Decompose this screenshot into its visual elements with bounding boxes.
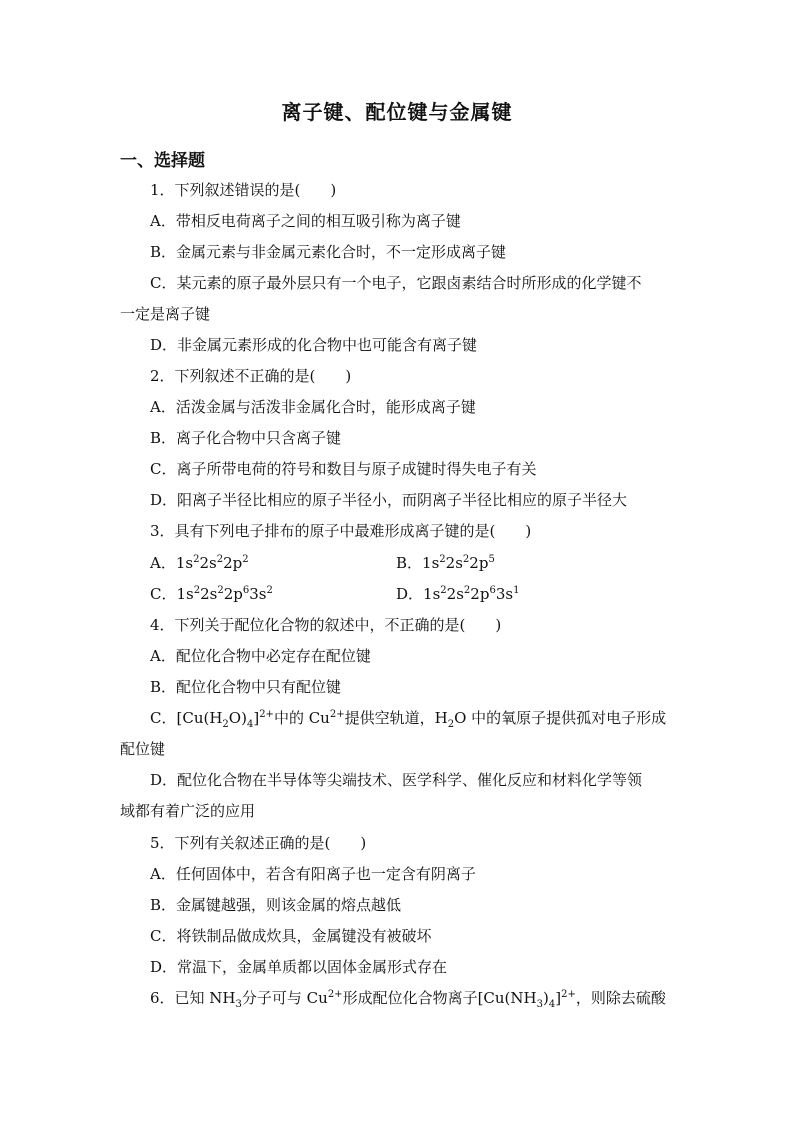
q6-text-1: 6．已知 NH xyxy=(150,989,236,1007)
section-heading: 一、选择题 xyxy=(120,151,205,171)
q2-stem: 2．下列叙述不正确的是( ) xyxy=(150,367,352,385)
q2-option-c: C．离子所带电荷的符号和数目与原子成键时得失电子有关 xyxy=(150,460,537,478)
q5-option-c: C．将铁制品做成炊具，金属键没有被破坏 xyxy=(150,927,432,945)
q4-complex-formula: $[Cu(H_2O)_4]^{2+}$ xyxy=(176,709,274,730)
q4-text-2: 提供空轨道，H xyxy=(344,709,448,727)
q4-text-3: O 中的氧原子提供孤对电子形成 xyxy=(454,709,667,727)
q3-option-c-label: C． xyxy=(150,585,177,603)
q1-option-d: D．非金属元素形成的化合物中也可能含有离子键 xyxy=(150,336,478,354)
q6-text-5: ] xyxy=(555,989,562,1007)
q1-option-c: C．某元素的原子最外层只有一个电子，它跟卤素结合时所形成的化学键不 xyxy=(150,274,642,292)
q3-option-d-config: $1s^22s^22p^63s^1$ xyxy=(423,585,520,603)
q6-text-3: 形成配位化合物离子[Cu(NH xyxy=(342,989,537,1007)
q5-option-b: B．金属键越强，则该金属的熔点越低 xyxy=(150,896,402,914)
q3-option-d xyxy=(396,584,519,604)
q3-option-b-config: $1s^22s^22p^5$ xyxy=(422,554,495,572)
q2-option-b: B．离子化合物中只含离子键 xyxy=(150,429,342,447)
q3-option-a xyxy=(150,553,249,573)
q6-text-4: ) xyxy=(543,989,549,1007)
q6-stem: 6．已知 $NH_3$分子可与 $Cu^{2+}$形成配位化合物离子$[Cu(NH_3)_4]^{2+}$，则除去硫酸 xyxy=(150,989,666,1010)
q6-text-2: 分子可与 Cu xyxy=(241,989,328,1007)
q5-option-a: A．任何固体中，若含有阳离子也一定含有阴离子 xyxy=(150,865,476,883)
q3-option-d-label: D． xyxy=(396,585,424,603)
q2-option-a: A．活泼金属与活泼非金属化合时，能形成离子键 xyxy=(150,398,476,416)
q5-stem: 5．下列有关叙述正确的是( ) xyxy=(150,834,367,852)
page-title: 离子键、配位键与金属键 xyxy=(281,100,513,124)
q3-option-c xyxy=(150,584,273,604)
q2-option-d: D．阳离子半径比相应的原子半径小，而阴离子半径比相应的原子半径大 xyxy=(150,491,628,509)
q1-option-b: B．金属元素与非金属元素化合时，不一定形成离子键 xyxy=(150,243,507,261)
q6-text-6: ，则除去硫酸 xyxy=(575,989,666,1007)
q1-option-a: A．带相反电荷离子之间的相互吸引称为离子键 xyxy=(150,212,461,230)
q3-option-b xyxy=(396,553,495,573)
q4-option-c: C．$[Cu(H_2O)_4]^{2+}$中的 $Cu^{2+}$提供空轨道，$H_2O$ 中的氧原子提供孤对电子形成 xyxy=(150,709,667,730)
q3-option-a-label: A． xyxy=(150,554,176,572)
q3-stem: 3．具有下列电子排布的原子中最难形成离子键的是( ) xyxy=(150,522,532,540)
q4-option-c-cont: 配位键 xyxy=(120,740,166,758)
q1-stem: 1．下列叙述错误的是( ) xyxy=(150,181,337,199)
q3-option-b-label: B． xyxy=(396,554,423,572)
q3-option-c-config: $1s^22s^22p^63s^2$ xyxy=(176,585,273,603)
q4-text-1: 中的 Cu xyxy=(273,709,330,727)
q1-option-c-cont: 一定是离子键 xyxy=(120,305,211,323)
q5-option-d: D．常温下，金属单质都以固体金属形式存在 xyxy=(150,958,448,976)
q4-stem: 4．下列关于配位化合物的叙述中，不正确的是( ) xyxy=(150,616,502,634)
q4-option-a: A．配位化合物中必定存在配位键 xyxy=(150,647,371,665)
q4-option-d-cont: 域都有着广泛的应用 xyxy=(120,802,256,820)
q3-option-a-config: $1s^22s^22p^2$ xyxy=(175,554,249,572)
q4-option-c-label: C． xyxy=(150,709,177,727)
q4-option-d: D．配位化合物在半导体等尖端技术、医学科学、催化反应和材料化学等领 xyxy=(150,771,643,789)
q4-option-b: B．配位化合物中只有配位键 xyxy=(150,678,342,696)
